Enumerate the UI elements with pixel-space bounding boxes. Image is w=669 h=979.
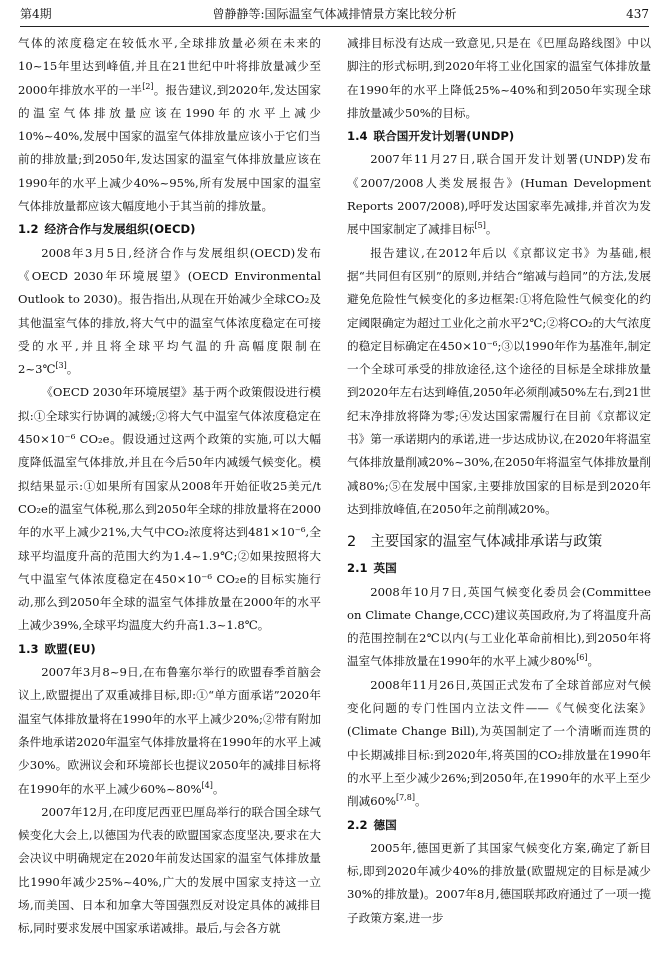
section-number: 1.4 bbox=[347, 129, 368, 144]
page-header bbox=[20, 4, 649, 27]
section-title: 英国 bbox=[373, 561, 397, 576]
paragraph bbox=[347, 148, 651, 241]
section-number: 2 bbox=[347, 534, 357, 551]
paragraph-text: 2008年11月26日,英国正式发布了全球首部应对气候变化问题的专门性国内立法文件——《气候变化法案》(Climate Change Bill),为英国制定了一个清晰而连贯的中长期减排目标:到2020年,将英国的CO₂排放量在1990年的水平上至少减少26%;到2050年,在1990年的水平上至少削减60% bbox=[347, 677, 651, 809]
paragraph-text: 气体的浓度稳定在较低水平,全球排放量必须在未来的10~15年里达到峰值,并且在21世纪中叶将排放量减少至2000年排放水平的一半 bbox=[18, 36, 321, 97]
section-number: 1.2 bbox=[18, 222, 39, 237]
paragraph bbox=[18, 381, 321, 637]
paragraph-text-cont: 。 bbox=[587, 654, 600, 669]
section-number: 1.3 bbox=[18, 641, 39, 656]
citation-ref: [3] bbox=[55, 361, 67, 371]
page-number: 437 bbox=[626, 7, 649, 21]
paragraph-text: 2005年,德国更新了其国家气候变化方案,确定了新目标,即到2020年减少40%的排放量(欧盟规定的目标是减少30%的排放量)。2007年8月,德国联邦政府通过了一项一揽子政策方案,进一步 bbox=[347, 840, 651, 925]
paragraph-text-cont: 。 bbox=[414, 794, 427, 809]
section-heading bbox=[347, 557, 651, 580]
citation-ref: [7,8] bbox=[395, 793, 415, 803]
section-heading bbox=[347, 814, 651, 837]
paragraph bbox=[18, 661, 321, 801]
section-number: 2.2 bbox=[347, 817, 368, 832]
citation-ref: [5] bbox=[474, 221, 486, 231]
section-number: 2.1 bbox=[347, 561, 368, 576]
left-column bbox=[18, 32, 321, 941]
paragraph bbox=[18, 242, 321, 382]
section-heading bbox=[347, 529, 651, 555]
right-column bbox=[347, 32, 651, 930]
paragraph-text: 《OECD 2030年环境展望》基于两个政策假设进行模拟:①全球实行协调的减缓;②将大气中温室气体浓度稳定在450×10⁻⁶ CO₂e。假设通过这两个政策的实施,可以大幅度降低温室气体排放,并且在今后50年内减缓气候变化。模拟结果显示:①如果所有国家从2008年开始征收25美元/t CO₂e的温室气体税,那么到2050年全球的排放量将在2000年的水平上减少21%,大气中CO₂浓度将达到481×10⁻⁶,全球平均温度升高的范围大约为1.4~1.9℃;②如果按照将大气中温室气体浓度稳定在450×10⁻⁶ CO₂e的目标实施行动,那么到2050年全球的温室气体排放量在2000年的水平上减少39%,全球平均温度大约升高1.3~1.8℃。 bbox=[18, 385, 321, 633]
paragraph bbox=[347, 242, 651, 522]
paragraph bbox=[347, 32, 651, 125]
running-title: 曾静静等:国际温室气体减排情景方案比较分析 bbox=[212, 7, 457, 21]
citation-ref: [6] bbox=[576, 653, 588, 663]
paragraph-text-cont: 。 bbox=[212, 781, 225, 796]
paragraph-text: 2008年3月5日,经济合作与发展组织(OECD)发布《OECD 2030年环境展望》(OECD Environmental Outlook to 2030)。报告指出,从现在开始减少全球CO₂及其他温室气体的排放,将大气中的温室气体浓度稳定在可接受的水平,并且将全球平均气温的升高幅度限制在2~3℃ bbox=[18, 245, 321, 377]
section-title: 德国 bbox=[373, 817, 397, 832]
section-title: 欧盟(EU) bbox=[44, 641, 96, 656]
paragraph-text: 2008年10月7日,英国气候变化委员会(Committee on Climate Change,CCC)建议英国政府,为了将温度升高的范围控制在2℃以内(与工业化革命前相比),到2050年将温室气体排放量在1990年的水平上减少80% bbox=[347, 584, 651, 669]
paragraph bbox=[347, 581, 651, 674]
paragraph bbox=[18, 801, 321, 941]
paragraph bbox=[347, 837, 651, 930]
section-title: 联合国开发计划署(UNDP) bbox=[373, 129, 515, 144]
paragraph bbox=[18, 32, 321, 218]
section-heading bbox=[18, 218, 321, 241]
paragraph-text: 2007年11月27日,联合国开发计划署(UNDP)发布《2007/2008人类发展报告》(Human Development Reports 2007/2008),呼吁发达国家率先减排,并首次为发展中国家制定了减排目标 bbox=[347, 152, 651, 237]
paragraph-text: 2007年3月8~9日,在布鲁塞尔举行的欧盟春季首脑会议上,欧盟提出了双重减排目标,即:①“单方面承诺”2020年温室气体排放量将在1990年的水平上减少20%;②带有附加条件地承诺2020年温室气体排放量将在1990年的水平上减少30%。欧洲议会和环境部长也提议2050年的减排目标将在1990年的水平上减少60%~80% bbox=[18, 665, 321, 796]
issue-number: 第4期 bbox=[20, 7, 52, 21]
paragraph-text: 2007年12月,在印度尼西亚巴厘岛举行的联合国全球气候变化大会上,以德国为代表的欧盟国家态度坚决,要求在大会决议中明确规定在2020年前发达国家的温室气体排放量比1990年减少25%~40%,广大的发展中国家支持这一立场,而美国、日本和加拿大等国强烈反对设定具体的减排目标,同时要求发展中国家承诺减排。最后,与会各方就 bbox=[18, 804, 322, 936]
paragraph-text: 报告建议,在2012年后以《京都议定书》为基础,根据“共同但有区别”的原则,并结合“缩减与趋同”的方法,发展避免危险性气候变化的多边框架:①将危险性气候变化的约定阈限确定为超过工业化之前水平2℃;②将CO₂的大气浓度的稳定目标确定在450×10⁻⁶;③以1990年作为基准年,制定一个全球可承受的排放途径,这个途径的目标是全球排放量到2020年左右达到峰值,2050年必须削减50%左右,到21世纪末净排放将降为零;④发达国家需履行在目前《京都议定书》第一承诺期内的承诺,进一步达成协议,在2020年将温室气体排放量削减20%~30%,在2050年将温室气体排放量削减80%;⑤在发展中国家,主要排放国家的目标是到2020年达到排放峰值,在2050年之前削减20%。 bbox=[347, 245, 651, 516]
paragraph-text-cont: 。报告建议,到2020年,发达国家的温室气体排放量应该在1990年的水平上减少10%~40%,发展中国家的温室气体排放量应该小于它们当前的排放量;到2050年,发达国家的温室气体排放量应该在1990年的水平上减少40%~95%,所有发展中国家的温室气体排放量都应该大幅度地小于其当前的排放量。 bbox=[18, 82, 321, 214]
section-title: 主要国家的温室气体减排承诺与政策 bbox=[370, 534, 603, 551]
section-title: 经济合作与发展组织(OECD) bbox=[44, 222, 196, 237]
paragraph-text: 减排目标没有达成一致意见,只是在《巴厘岛路线图》中以脚注的形式标明,到2020年将工业化国家的温室气体排放量在1990年的水平上降低25%~40%和到2050年实现全球排放量减少50%的目标。 bbox=[347, 36, 651, 120]
citation-ref: [4] bbox=[201, 780, 213, 790]
citation-ref: [2] bbox=[142, 81, 154, 91]
paragraph bbox=[347, 674, 651, 814]
section-heading bbox=[18, 638, 321, 661]
paragraph-text-cont: 。 bbox=[485, 222, 498, 237]
paragraph-text-cont: 。 bbox=[66, 362, 79, 377]
section-heading bbox=[347, 125, 651, 148]
